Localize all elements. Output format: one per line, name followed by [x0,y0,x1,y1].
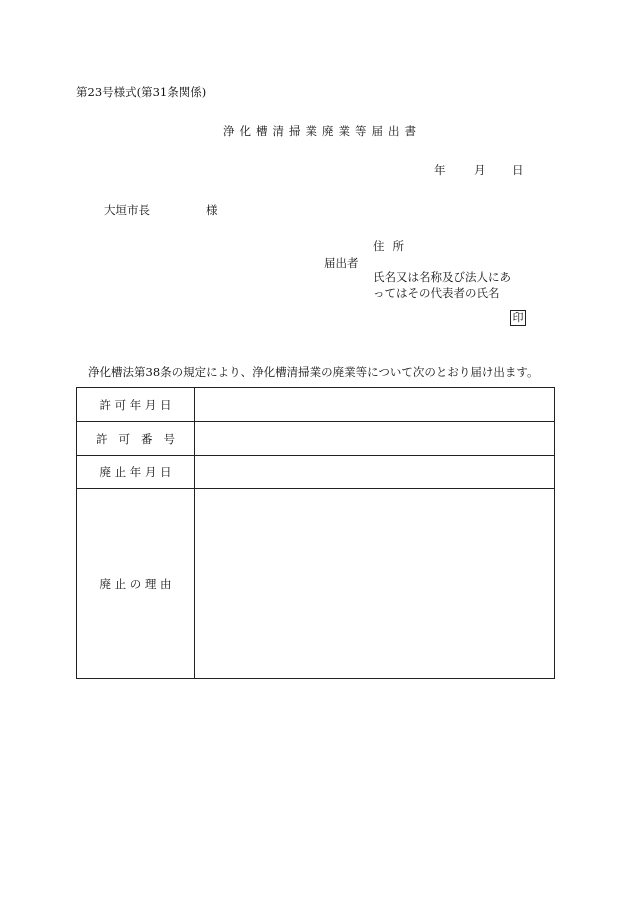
table-row-closure-reason [77,489,554,678]
closure-date-field[interactable] [195,456,554,488]
closure-reason-field[interactable] [195,489,554,678]
date-year-label: 年 [434,163,446,177]
permit-date-field[interactable] [195,388,554,421]
statement-text: 浄化槽法第38条の規定により、浄化槽清掃業の廃業等について次のとおり届け出ます。 [88,365,539,379]
closure-reason-label: 廃 止 の 理 由 [77,489,195,678]
date-day-label: 日 [512,163,524,177]
form-table [76,387,555,679]
name-label-line-1: 氏名又は名称及び法人にあ [373,270,511,284]
permit-date-label: 許 可 年 月 日 [77,388,195,421]
table-row-closure-date [77,456,554,489]
date-month-label: 月 [474,163,486,177]
form-number: 第23号様式(第31条関係) [76,85,207,99]
address-label: 住所 [373,239,412,253]
closure-date-label: 廃 止 年 月 日 [77,456,195,488]
table-row-permit-date [77,388,554,422]
name-label-line-2: ってはその代表者の氏名 [373,286,500,300]
permit-number-label: 許 可 番 号 [77,422,195,455]
table-row-permit-number [77,422,554,456]
permit-number-field[interactable] [195,422,554,455]
addressee-honorific: 様 [206,203,218,217]
seal-mark: 印 [510,310,526,326]
applicant-label: 届出者 [324,256,359,270]
addressee-name: 大垣市長 [104,203,150,217]
document-title: 浄化槽清掃業廃業等届出書 [223,124,421,138]
